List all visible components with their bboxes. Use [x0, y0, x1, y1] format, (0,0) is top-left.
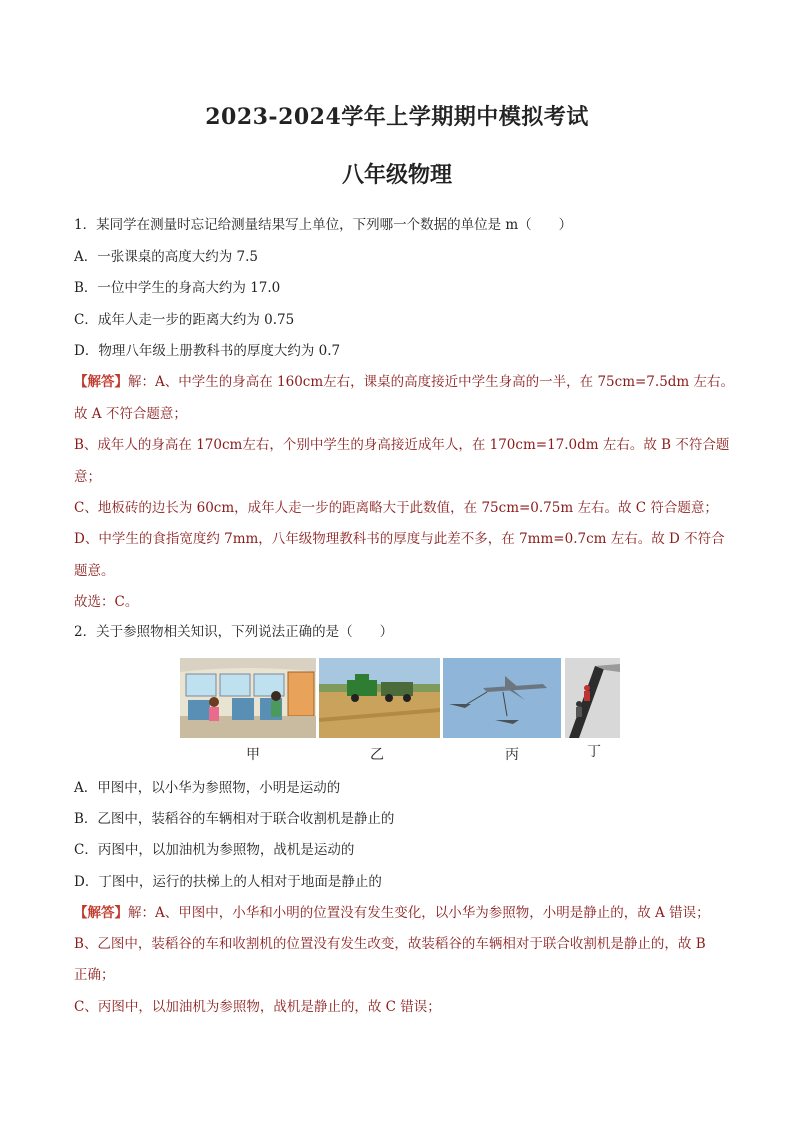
figure-caption-yi: 乙 — [370, 747, 384, 763]
q2-answer-line: 【解答】解：A、甲图中，小华和小明的位置没有发生变化，以小华为参照物，小明是静止的，故 A 错误； — [74, 905, 710, 921]
exam-title: 2023-2024学年上学期期中模拟考试 — [205, 104, 589, 130]
q1-option-a: A．一张课桌的高度大约为 7.5 — [74, 249, 259, 265]
figure-caption-ding: 丁 — [587, 744, 601, 760]
q2-answer-line: 正确； — [74, 967, 115, 983]
answer-tag: 【解答】 — [74, 905, 128, 921]
q1-answer-line: 题意。 — [74, 563, 115, 579]
q1-answer-line: C、地板砖的边长为 60cm，成年人走一步的距离略大于此数值，在 75cm=0.75m 左右。故 C 符合题意； — [74, 500, 718, 516]
q1-answer-line: 意； — [74, 469, 101, 485]
figure-jia-train-interior — [180, 658, 316, 738]
q2-answer-line: C、丙图中，以加油机为参照物，战机是静止的，故 C 错误； — [74, 999, 441, 1015]
q1-option-c: C．成年人走一步的距离大约为 0.75 — [74, 312, 295, 328]
figure-bing-refueling — [443, 658, 561, 738]
q2-option-b: B．乙图中，装稻谷的车辆相对于联合收割机是静止的 — [74, 811, 395, 827]
q1-option-d: D．物理八年级上册教科书的厚度大约为 0.7 — [74, 343, 341, 359]
q2-figures — [180, 658, 620, 738]
q1-answer-line: 故 A 不符合题意； — [74, 406, 187, 422]
q1-option-b: B．一位中学生的身高大约为 17.0 — [74, 280, 281, 296]
figure-caption-jia: 甲 — [246, 747, 260, 763]
q1-answer-line: 【解答】解：A、中学生的身高在 160cm左右，课桌的高度接近中学生身高的一半，在 75cm=7.5dm 左右。 — [74, 374, 735, 390]
figure-caption-bing: 丙 — [505, 747, 519, 763]
q2-option-a: A．甲图中，以小华为参照物，小明是运动的 — [74, 780, 341, 796]
q1-answer-line: D、中学生的食指宽度约 7mm，八年级物理教科书的厚度与此差不多，在 7mm=0.7cm 左右。故 D 不符合 — [74, 531, 725, 547]
figure-ding-escalator — [565, 658, 620, 738]
exam-subject: 八年级物理 — [341, 162, 452, 188]
figure-yi-harvester — [319, 658, 440, 738]
q2-answer-line: B、乙图中，装稻谷的车和收割机的位置没有发生改变，故装稻谷的车辆相对于联合收割机是静止的，故 B — [74, 936, 706, 952]
q2-option-d: D．丁图中，运行的扶梯上的人相对于地面是静止的 — [74, 874, 382, 890]
answer-tag: 【解答】 — [74, 374, 128, 390]
q2-stem: 2．关于参照物相关知识，下列说法正确的是（ ） — [74, 624, 394, 640]
q2-option-c: C．丙图中，以加油机为参照物，战机是运动的 — [74, 842, 355, 858]
q1-answer-line: B、成年人的身高在 170cm左右，个别中学生的身高接近成年人，在 170cm=17.0dm 左右。故 B 不符合题 — [74, 437, 730, 453]
q1-answer-line: 故选：C。 — [74, 594, 139, 610]
q1-stem: 1．某同学在测量时忘记给测量结果写上单位，下列哪一个数据的单位是 m（ ） — [74, 217, 573, 233]
